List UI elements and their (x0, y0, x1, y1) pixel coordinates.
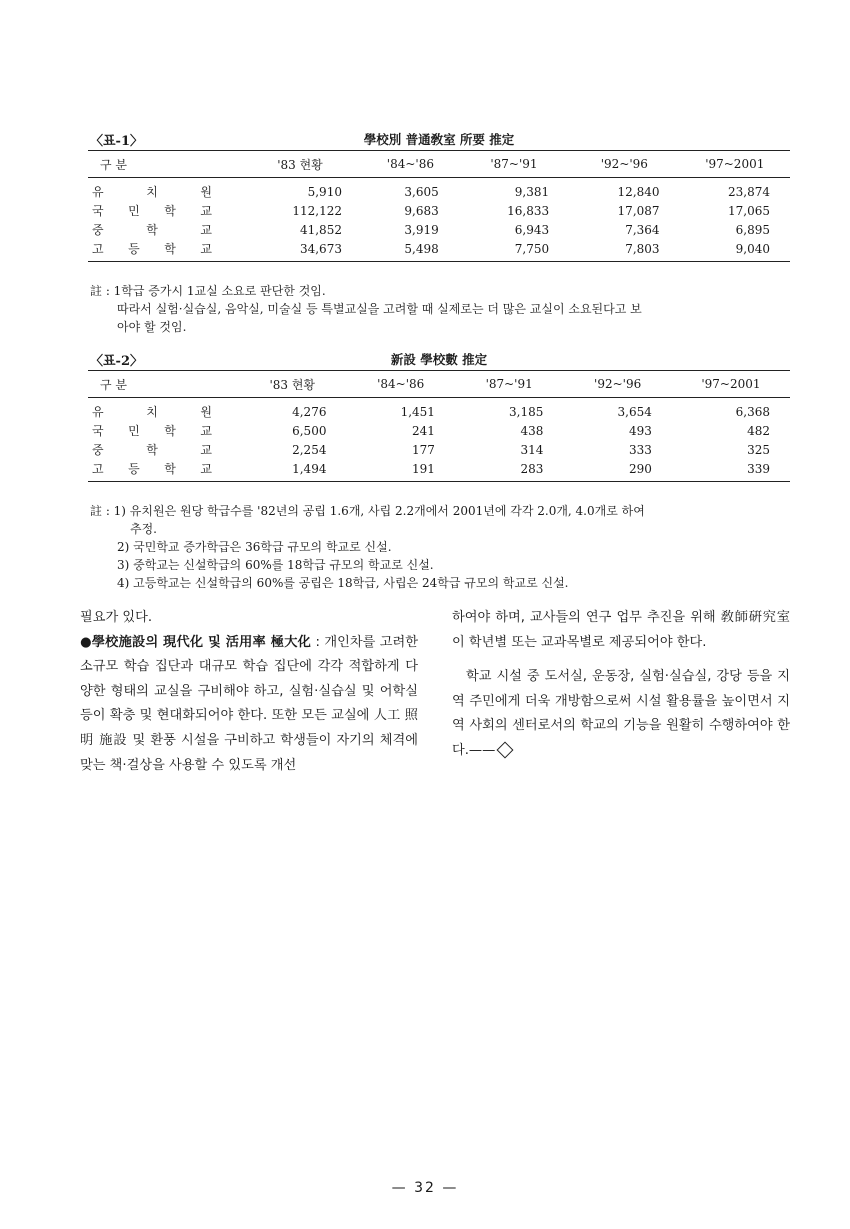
note-2-line-1: 註 : 1) 유치원은 원당 학급수를 '82년의 공립 1.6개, 사립 2.2개에서 2001년에 각각 2.0개, 4.0개로 하여 (90, 504, 645, 518)
column-header-period: '84~'86 (346, 371, 454, 398)
row-category (88, 398, 238, 422)
column-header-period: '87~'91 (459, 151, 569, 178)
table-2-title: 新設 學校數 推定 (390, 352, 488, 367)
category-char: 치 (146, 405, 158, 419)
category-label (88, 460, 212, 477)
body-column-left (80, 606, 418, 778)
table-cell: 34,673 (238, 239, 362, 262)
note-1-line-2: 따라서 실험·실습실, 음악실, 미술실 등 특별교실을 고려할 때 실제로는 더 많은 교실이 소요된다고 보 (117, 302, 642, 316)
table-cell: 4,276 (292, 404, 327, 419)
page-number: — 32 — (391, 1180, 459, 1196)
category-char: 학 (146, 223, 158, 237)
note-2-line-5: 4) 고등학교는 신설학급의 60%를 공립은 18학급, 사립은 24학급 규모의 학교로 신설. (117, 576, 569, 590)
table-cell: 6,500 (292, 423, 327, 438)
column-header-period: '83 현황 (238, 371, 346, 398)
body-column-right (452, 606, 790, 764)
category-char: 교 (200, 443, 212, 457)
category-char: 유 (92, 185, 104, 199)
left-paragraph-2 (80, 631, 418, 779)
column-header-period: '87~'91 (455, 371, 563, 398)
row-category (88, 220, 238, 239)
table-cell: 7,364 (625, 222, 660, 237)
table-row (88, 421, 790, 440)
table-1-header (88, 128, 790, 150)
category-char: 교 (200, 424, 212, 438)
table-1-block (88, 128, 790, 262)
table-row (88, 201, 790, 220)
category-char: 등 (128, 242, 140, 256)
category-char: 고 (92, 462, 104, 476)
column-header-period: '92~'96 (569, 151, 679, 178)
table-2 (88, 370, 790, 482)
column-header-period: '83 현황 (238, 151, 362, 178)
table-cell: 241 (412, 423, 435, 438)
table-cell: 1,494 (238, 459, 346, 482)
row-category (88, 421, 238, 440)
category-label (88, 422, 212, 439)
category-char: 학 (146, 443, 158, 457)
category-char: 교 (200, 462, 212, 476)
category-char: 등 (128, 462, 140, 476)
table-1-title: 學校別 普通敎室 所要 推定 (363, 132, 515, 147)
table-cell: 191 (346, 459, 454, 482)
table-cell: 2,254 (292, 442, 327, 457)
table-cell: 3,605 (404, 184, 439, 199)
table-cell: 438 (520, 423, 544, 438)
category-char: 학 (164, 462, 176, 476)
right-paragraph-2 (452, 665, 790, 763)
column-header-category: 구 분 (88, 151, 238, 178)
table-cell: 177 (412, 442, 435, 457)
table-row (88, 440, 790, 459)
table-1-notes (90, 282, 795, 336)
row-category (88, 440, 238, 459)
table-2-notes (90, 502, 795, 592)
table-1-header-row (88, 151, 790, 178)
column-header-period: '92~'96 (563, 371, 671, 398)
note-1-line-3: 아야 할 것임. (117, 320, 187, 334)
table-cell: 493 (628, 423, 652, 438)
table-2-header-row (88, 371, 790, 398)
note-2-line-2: 추정. (130, 522, 157, 536)
category-label (88, 221, 212, 238)
table-1-label: 〈표-1〉 (90, 134, 143, 149)
category-label (88, 403, 212, 420)
table-cell: 333 (628, 442, 652, 457)
right-paragraph-2-text: 학교 시설 중 도서실, 운동장, 실험·실습실, 강당 등을 지역 주민에게 더욱 개방함으로써 시설 활용률을 높이면서 지역 사회의 센터로서의 학교의 기능을 원활히 수행하여야 한다.—— (452, 669, 790, 758)
table-cell: 283 (455, 459, 563, 482)
category-char: 학 (164, 204, 176, 218)
table-cell: 9,040 (680, 239, 790, 262)
table-cell: 482 (747, 423, 770, 438)
table-cell: 9,381 (514, 184, 550, 199)
category-char: 교 (200, 242, 212, 256)
table-2-block (88, 348, 790, 482)
category-char: 민 (128, 204, 140, 218)
table-cell: 41,852 (299, 222, 342, 237)
table-cell: 290 (563, 459, 671, 482)
table-cell: 5,910 (307, 184, 342, 199)
row-category (88, 239, 238, 262)
column-header-period: '97~2001 (680, 151, 790, 178)
category-char: 중 (92, 443, 104, 457)
category-char: 원 (200, 405, 212, 419)
row-category (88, 201, 238, 220)
table-cell: 17,087 (617, 203, 660, 218)
column-header-period: '97~2001 (672, 371, 790, 398)
category-label (88, 240, 212, 257)
table-row (88, 459, 790, 482)
end-diamond-icon (497, 741, 514, 758)
table-cell: 5,498 (362, 239, 459, 262)
note-2-line-3: 2) 국민학교 증가학급은 36학급 규모의 학교로 신설. (117, 540, 392, 554)
table-1-body (88, 178, 790, 262)
category-char: 치 (146, 185, 158, 199)
row-category (88, 178, 238, 202)
table-cell: 23,874 (728, 184, 770, 199)
table-cell: 7,803 (569, 239, 679, 262)
table-cell: 3,919 (404, 222, 439, 237)
table-cell: 325 (747, 442, 770, 457)
table-row (88, 220, 790, 239)
category-char: 학 (164, 242, 176, 256)
left-paragraph-1: 필요가 있다. (80, 610, 153, 625)
category-char: 국 (92, 424, 104, 438)
table-row (88, 398, 790, 422)
table-2-header (88, 348, 790, 370)
table-cell: 6,895 (735, 222, 770, 237)
category-char: 교 (200, 204, 212, 218)
category-char: 학 (164, 424, 176, 438)
table-1 (88, 150, 790, 262)
category-char: 고 (92, 242, 104, 256)
table-2-body (88, 398, 790, 482)
table-cell: 1,451 (400, 404, 435, 419)
category-label (88, 183, 212, 200)
category-char: 국 (92, 204, 104, 218)
right-paragraph-1: 하여야 하며, 교사들의 연구 업무 추진을 위해 敎師硏究室이 학년별 또는 교과목별로 제공되어야 한다. (452, 610, 790, 650)
table-cell: 9,683 (404, 203, 439, 218)
table-cell: 3,185 (509, 404, 544, 419)
category-label (88, 441, 212, 458)
table-cell: 6,368 (735, 404, 770, 419)
section-heading: ●學校施設의 現代化 및 活用率 極大化 (80, 634, 312, 650)
category-char: 교 (200, 223, 212, 237)
row-category (88, 459, 238, 482)
table-row (88, 239, 790, 262)
table-cell: 3,654 (617, 404, 652, 419)
note-2-line-4: 3) 중학교는 신설학급의 60%를 18학급 규모의 학교로 신설. (117, 558, 434, 572)
category-char: 유 (92, 405, 104, 419)
table-cell: 16,833 (507, 203, 550, 218)
table-cell: 17,065 (728, 203, 770, 218)
category-char: 중 (92, 223, 104, 237)
table-cell: 112,122 (292, 203, 342, 218)
table-cell: 314 (520, 442, 544, 457)
note-1-line-1: 註 : 1학급 증가시 1교실 소요로 판단한 것임. (90, 284, 326, 298)
table-cell: 12,840 (617, 184, 660, 199)
table-2-label: 〈표-2〉 (90, 354, 143, 369)
table-cell: 6,943 (514, 222, 550, 237)
category-label (88, 202, 212, 219)
column-header-period: '84~'86 (362, 151, 459, 178)
left-paragraph-2-text: : 개인차를 고려한 소규모 학습 집단과 대규모 학습 집단에 각각 적합하게 다양한 형태의 교실을 구비해야 하고, 실험·실습실 및 어학실 등이 확충 및 현대화되어야 한다. 또한 모든 교실에 人工 照明 施設 및 환풍 시설을 구비하고 학생들이 자기의 체격에 맞는 책·걸상을 사용할 수 있도록 개선 (80, 634, 418, 773)
table-cell: 339 (672, 459, 790, 482)
table-row (88, 178, 790, 202)
table-cell: 7,750 (459, 239, 569, 262)
category-char: 원 (200, 185, 212, 199)
column-header-category: 구 분 (88, 371, 238, 398)
category-char: 민 (128, 424, 140, 438)
